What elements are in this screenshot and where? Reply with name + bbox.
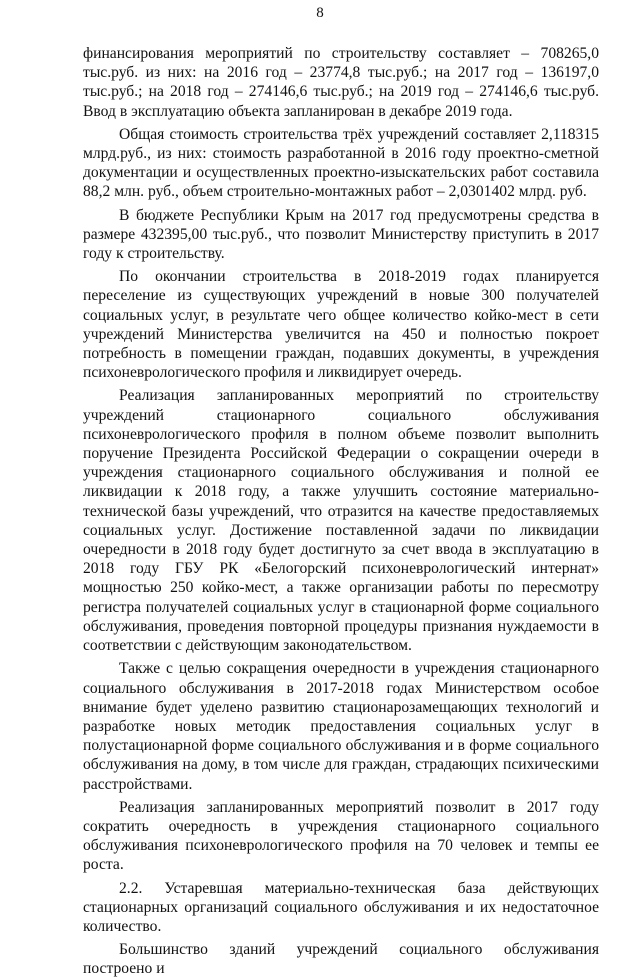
paragraph-financing: финансирования мероприятий по строительству составляет – 708265,0 тыс.руб. из них: на 2016 год – 23774,8 тыс.руб.; на 2017 год – 136197,0 тыс.руб.; на 2018 год – 274146,6 тыс.руб.; на 2019 год – 274146,6 тыс.руб. Ввод в эксплуатацию объекта запланирован в декабре 2019 года.: [83, 45, 599, 120]
paragraph-result-2017: Реализация запланированных мероприятий позволит в 2017 году сократить очередность в учреждения стационарного социального обслуживания психоневрологического профиля на 70 человек и темпы ее роста.: [83, 798, 599, 874]
paragraph-total-cost: Общая стоимость строительства трёх учреждений составляет 2,118315 млрд.руб., из них: стоимость разработанной в 2016 году проектно-сметной документации и осуществленных проектно-изыскательских работ составила 88,2 млн. руб., объем строительно-монтажных работ – 2,0301402 млрд. руб.: [83, 125, 599, 201]
paragraph-buildings: Большинство зданий учреждений социального обслуживания построено и: [83, 941, 599, 978]
paragraph-resettlement: По окончании строительства в 2018-2019 годах планируется переселение из существующих учреждений в новые 300 получателей социальных услуг, в результате чего общее количество койко-мест в сети учреждений Министерства увеличится на 450 и полностью покроет потребность в помещении граждан, подавших документы, в учреждения психоневрологического профиля и ликвидирует очередь.: [83, 268, 599, 382]
paragraph-queue-reduction: Также с целью сокращения очередности в учреждения стационарного социального обслуживания в 2017-2018 годах Министерством особое внимание будет уделено развитию стационарозамещающих технологий и разработке новых методик предоставления социальных услуг в полустационарной форме социального обслуживания и в форме социального обслуживания на дому, в том числе для граждан, страдающих психическими расстройствами.: [83, 660, 599, 793]
page-number: 8: [316, 5, 324, 21]
paragraph-section-2-2: 2.2. Устаревшая материально-техническая база действующих стационарных организаций социального обслуживания и их недостаточное количество.: [83, 879, 599, 935]
document-body: [83, 44, 599, 979]
paragraph-implementation: Реализация запланированных мероприятий по строительству учреждений стационарного социального обслуживания психоневрологического профиля в полном объеме позволит выполнить поручение Президента Российской Федерации о сокращении очереди в учреждения стационарного социального обслуживания и полной ее ликвидации к 2018 году, а также улучшить состояние материально-технической базы учреждений, что отразится на качестве предоставляемых социальных услуг. Достижение поставленной задачи по ликвидации очередности в 2018 году будет достигнуто за счет ввода в эксплуатацию в 2018 году ГБУ РК «Белогорский психоневрологический интернат» мощностью 250 койко-мест, а также организации работы по пересмотру регистра получателей социальных услуг в стационарной форме социального обслуживания, проведения повторной процедуры признания нуждаемости в соответствии с действующим законодательством.: [83, 387, 599, 655]
paragraph-crimea-budget: В бюджете Республики Крым на 2017 год предусмотрены средства в размере 432395,00 тыс.руб., что позволит Министерству приступить в 2017 году к строительству.: [83, 206, 599, 263]
